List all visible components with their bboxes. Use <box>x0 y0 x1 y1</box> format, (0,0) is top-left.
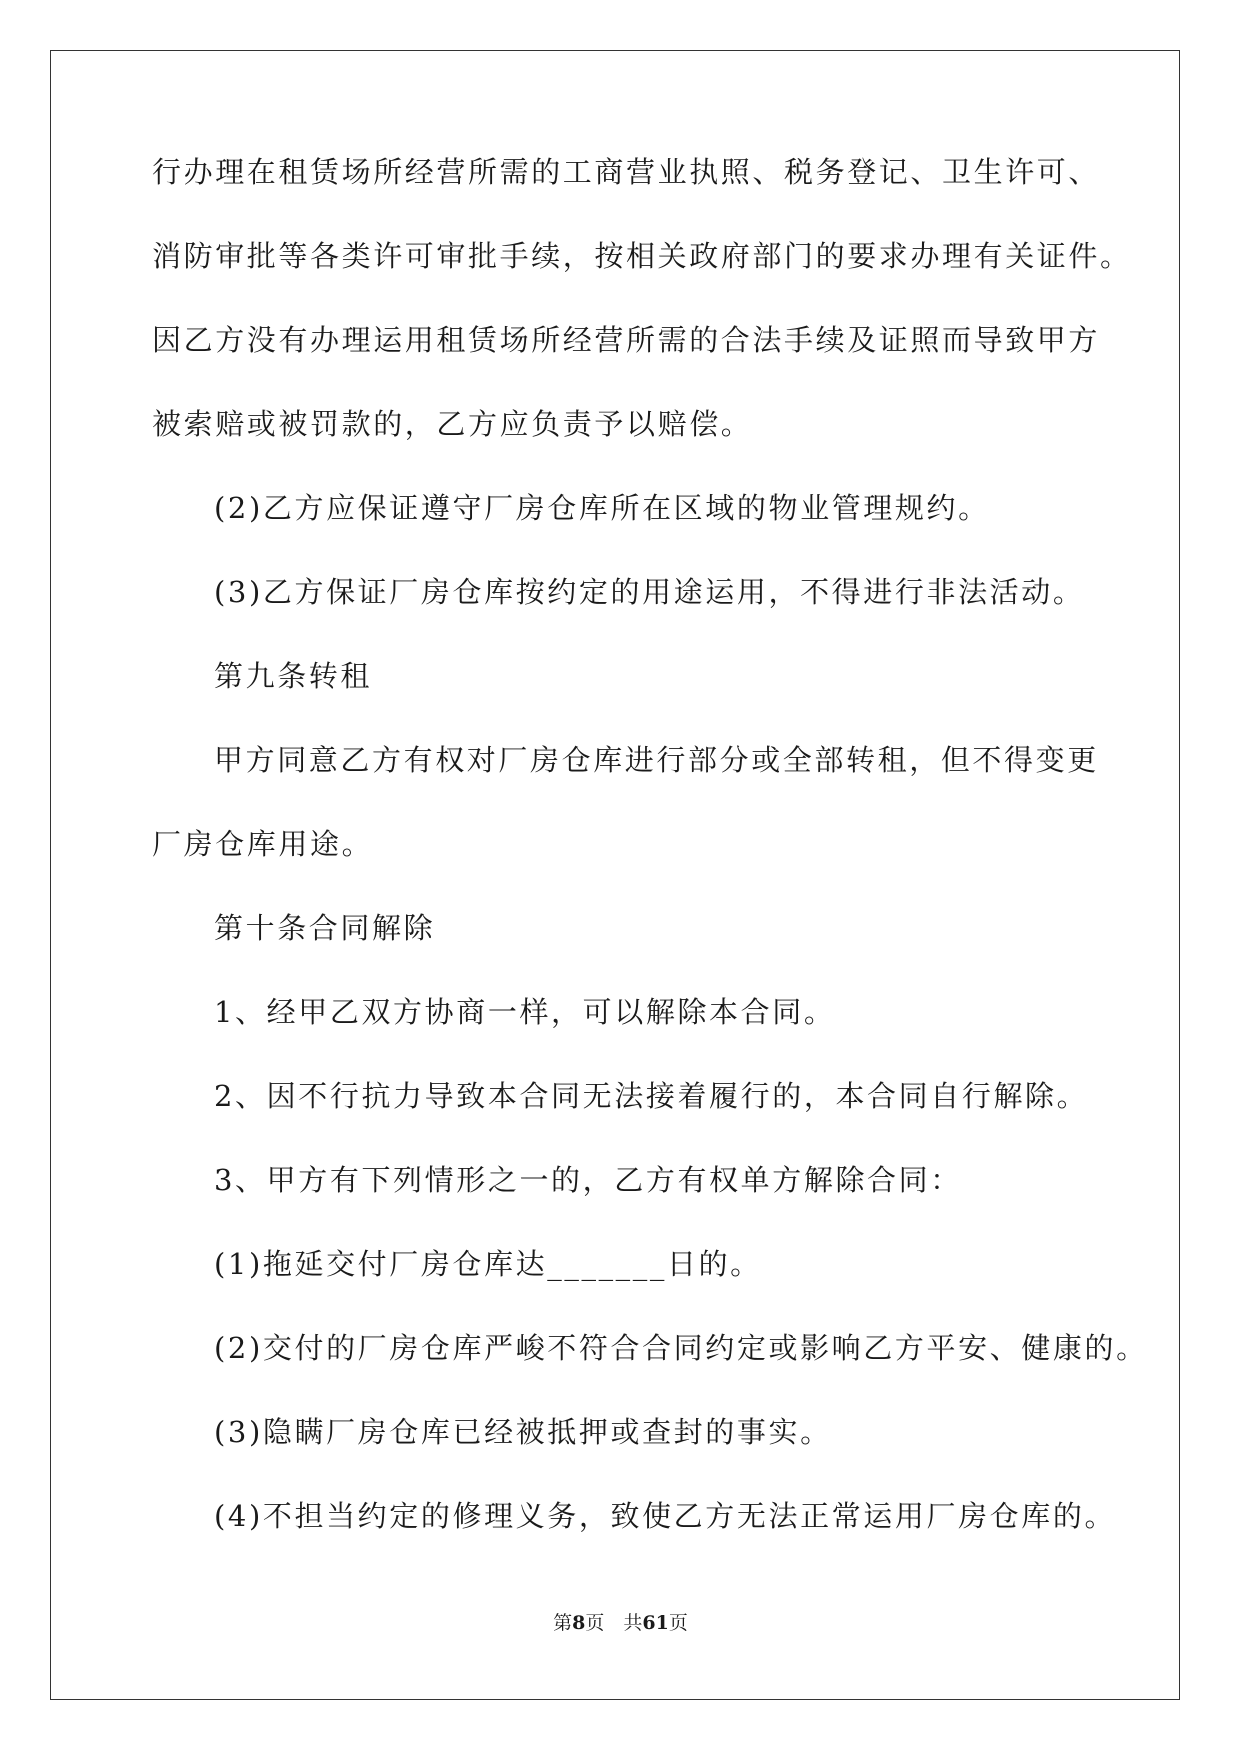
page-footer <box>0 1610 1241 1636</box>
text-line: 甲方同意乙方有权对厂房仓库进行部分或全部转租，但不得变更 <box>214 743 1099 777</box>
document-body <box>152 152 1148 1580</box>
footer-suffix: 页 <box>668 1612 688 1634</box>
total-pages: 61 <box>642 1612 669 1634</box>
text-line: 消防审批等各类许可审批手续，按相关政府部门的要求办理有关证件。 <box>152 239 1132 273</box>
text-line: 1、经甲乙双方协商一样，可以解除本合同。 <box>214 995 836 1029</box>
footer-middle: 页 共 <box>585 1612 643 1634</box>
text-line: 行办理在租赁场所经营所需的工商营业执照、税务登记、卫生许可、 <box>152 155 1101 189</box>
footer-prefix: 第 <box>553 1612 573 1634</box>
section-heading: 第九条转租 <box>214 659 373 693</box>
text-line: 2、因不行抗力导致本合同无法接着履行的，本合同自行解除。 <box>214 1079 1089 1113</box>
text-line: 厂房仓库用途。 <box>152 827 374 861</box>
text-line: 3、甲方有下列情形之一的，乙方有权单方解除合同： <box>214 1163 962 1197</box>
text-line: (3)隐瞒厂房仓库已经被抵押或查封的事实。 <box>214 1415 832 1449</box>
text-line: (2)交付的厂房仓库严峻不符合合同约定或影响乙方平安、健康的。 <box>214 1331 1148 1365</box>
page-number: 8 <box>572 1612 586 1634</box>
text-line: (3)乙方保证厂房仓库按约定的用途运用，不得进行非法活动。 <box>214 575 1085 609</box>
text-line: (1)拖延交付厂房仓库达_______日的。 <box>214 1247 762 1281</box>
text-line: (4)不担当约定的修理义务，致使乙方无法正常运用厂房仓库的。 <box>214 1499 1117 1533</box>
text-line: 因乙方没有办理运用租赁场所经营所需的合法手续及证照而导致甲方 <box>152 323 1101 357</box>
text-line: (2)乙方应保证遵守厂房仓库所在区域的物业管理规约。 <box>214 491 990 525</box>
text-line: 被索赔或被罚款的，乙方应负责予以赔偿。 <box>152 407 753 441</box>
section-heading: 第十条合同解除 <box>214 911 436 945</box>
